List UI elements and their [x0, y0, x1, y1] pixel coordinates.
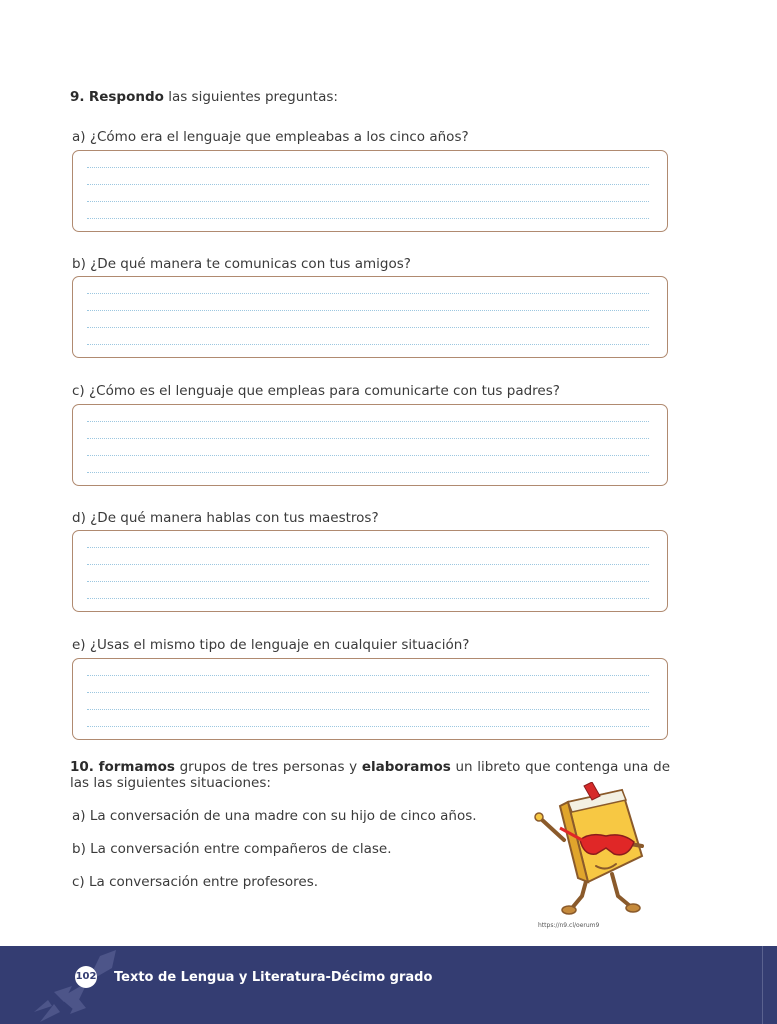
answer-line — [87, 218, 649, 219]
question-10-number: 10. — [70, 759, 94, 775]
answer-line — [87, 184, 649, 185]
question-10-text-1: grupos de tres personas y — [174, 759, 362, 775]
image-credit: https://n9.cl/oerum9 — [538, 922, 600, 929]
answer-box-b[interactable] — [72, 276, 668, 358]
answer-line — [87, 167, 649, 168]
answer-box-a[interactable] — [72, 150, 668, 232]
question-d: d) ¿De qué manera hablas con tus maestros? — [72, 510, 379, 526]
answer-line — [87, 438, 649, 439]
question-9-heading — [70, 89, 338, 105]
answer-line — [87, 581, 649, 582]
question-e: e) ¿Usas el mismo tipo de lenguaje en cualquier situación? — [72, 637, 470, 653]
answer-line — [87, 201, 649, 202]
answer-line — [87, 344, 649, 345]
answer-line — [87, 455, 649, 456]
answer-line — [87, 472, 649, 473]
question-10-text-2: un libreto que contenga una de las las siguientes situaciones: — [70, 759, 670, 791]
question-9-verb: Respondo — [88, 89, 164, 105]
rocket-icon — [34, 948, 120, 1024]
question-c: c) ¿Cómo es el lenguaje que empleas para comunicarte con tus padres? — [72, 383, 560, 399]
answer-box-c[interactable] — [72, 404, 668, 486]
question-a: a) ¿Cómo era el lenguaje que empleabas a los cinco años? — [72, 129, 469, 145]
question-10-verb-2: elaboramos — [361, 759, 451, 775]
answer-line — [87, 310, 649, 311]
question-10-verb-1: formamos — [98, 759, 175, 775]
answer-line — [87, 598, 649, 599]
answer-line — [87, 675, 649, 676]
situation-b: b) La conversación entre compañeros de clase. — [72, 841, 392, 857]
answer-line — [87, 564, 649, 565]
footer-title: Texto de Lengua y Literatura-Décimo grado — [114, 970, 433, 985]
answer-line — [87, 709, 649, 710]
question-b: b) ¿De qué manera te comunicas con tus amigos? — [72, 256, 411, 272]
book-mascot-illustration — [530, 782, 660, 916]
answer-line — [87, 726, 649, 727]
answer-line — [87, 421, 649, 422]
answer-line — [87, 692, 649, 693]
answer-line — [87, 327, 649, 328]
answer-box-d[interactable] — [72, 530, 668, 612]
situation-a: a) La conversación de una madre con su hijo de cinco años. — [72, 808, 477, 824]
situation-c: c) La conversación entre profesores. — [72, 874, 319, 890]
page-footer — [0, 946, 777, 1024]
page-number-badge: 102 — [75, 966, 97, 988]
answer-line — [87, 547, 649, 548]
question-9-instruction: las siguientes preguntas: — [163, 89, 338, 105]
answer-line — [87, 293, 649, 294]
answer-box-e[interactable] — [72, 658, 668, 740]
footer-divider — [762, 946, 763, 1024]
question-9-number: 9. — [70, 89, 85, 105]
